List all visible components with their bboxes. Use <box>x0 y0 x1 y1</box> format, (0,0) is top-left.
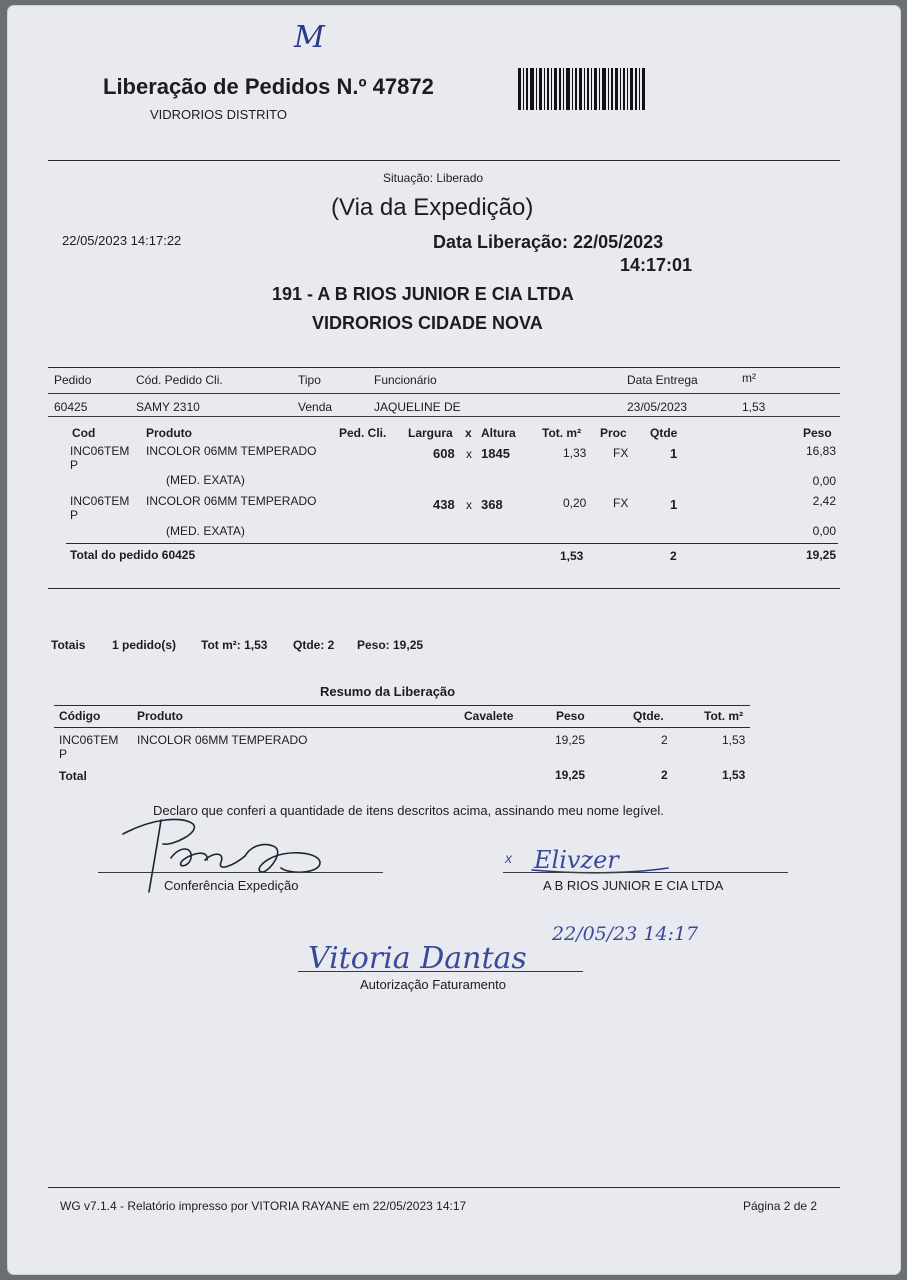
item-altura: 1845 <box>481 446 510 461</box>
order-total-label: Total do pedido 60425 <box>70 548 196 562</box>
totais-label: Totais <box>51 638 86 652</box>
item-col-tot-m2: Tot. m² <box>542 426 582 440</box>
item-x: x <box>466 498 472 512</box>
document-page <box>8 6 900 1274</box>
item-qtde: 1 <box>670 497 678 512</box>
item-col-ped-cli: Ped. Cli. <box>339 426 387 440</box>
header-divider <box>48 160 840 161</box>
order-funcionario: JAQUELINE DE <box>374 400 461 414</box>
client-sig-text: Elivzer <box>534 846 619 874</box>
order-header-divider <box>48 393 840 394</box>
item-sub-peso: 0,00 <box>812 474 836 488</box>
conferencia-label: Conferência Expedição <box>164 878 299 893</box>
via-label: (Via da Expedição) <box>331 194 534 221</box>
autorizacao-signature <box>298 928 558 983</box>
barcode <box>518 68 658 110</box>
resumo-qtde: 2 <box>661 733 668 747</box>
resumo-total-qtde: 2 <box>661 768 668 782</box>
item-col-largura: Largura <box>408 426 453 440</box>
item-cod: INC06TEM <box>70 494 130 508</box>
company-name: VIDRORIOS DISTRITO <box>150 107 287 122</box>
item-cod-cont: P <box>70 508 79 522</box>
item-x: x <box>466 447 472 461</box>
client-line <box>503 872 788 873</box>
client-name: 191 - A B RIOS JUNIOR E CIA LTDA <box>272 284 574 304</box>
item-col-qtde: Qtde <box>650 426 678 440</box>
handwritten-initial: M <box>294 20 325 55</box>
col-tipo: Tipo <box>298 373 321 387</box>
footer-page-number: Página 2 de 2 <box>743 1199 818 1213</box>
item-peso: 2,42 <box>812 494 836 508</box>
resumo-col-cavalete: Cavalete <box>464 709 514 723</box>
item-cod-cont: P <box>70 458 79 472</box>
declaration-text: Declaro que conferi a quantidade de itens descritos acima, assinando meu nome legível. <box>153 803 664 818</box>
item-tot-m2: 0,20 <box>563 496 587 510</box>
autorizacao-line <box>298 971 583 972</box>
resumo-tot-m2: 1,53 <box>722 733 746 747</box>
item-proc: FX <box>613 446 629 460</box>
order-data-entrega: 23/05/2023 <box>627 400 688 414</box>
resumo-header-divider <box>54 727 750 728</box>
resumo-total-label: Total <box>59 769 87 783</box>
order-total-m2: 1,53 <box>560 549 584 563</box>
resumo-col-tot-m2: Tot. m² <box>704 709 744 723</box>
item-col-produto: Produto <box>146 426 192 440</box>
handwritten-date <box>548 920 778 950</box>
order-total-divider <box>66 543 838 544</box>
order-tipo: Venda <box>298 400 333 414</box>
release-time: 14:17:01 <box>620 255 693 275</box>
auth-sig-text: Vitoria Dantas <box>308 941 527 976</box>
client-label: A B RIOS JUNIOR E CIA LTDA <box>543 878 724 893</box>
resumo-col-produto: Produto <box>137 709 183 723</box>
resumo-cod: INC06TEM <box>59 733 119 747</box>
item-col-x: x <box>465 426 472 440</box>
col-pedido: Pedido <box>54 373 92 387</box>
order-pedido: 60425 <box>54 400 88 414</box>
document-title: Liberação de Pedidos N.º 47872 <box>103 74 434 99</box>
order-m2: 1,53 <box>742 400 766 414</box>
col-data-entrega: Data Entrega <box>627 373 698 387</box>
item-largura: 438 <box>433 497 455 512</box>
item-col-peso: Peso <box>803 426 832 440</box>
client-store: VIDRORIOS CIDADE NOVA <box>312 313 543 333</box>
item-col-cod: Cod <box>72 426 96 440</box>
resumo-col-qtde: Qtde. <box>633 709 664 723</box>
order-total-qtde: 2 <box>670 549 677 563</box>
item-sub: (MED. EXATA) <box>166 473 245 487</box>
print-timestamp: 22/05/2023 14:17:22 <box>62 233 182 248</box>
item-produto: INCOLOR 06MM TEMPERADO <box>146 494 317 508</box>
item-peso: 16,83 <box>805 444 836 458</box>
resumo-col-codigo: Código <box>59 709 101 723</box>
order-row-divider <box>48 416 840 417</box>
totais-pedidos: 1 pedido(s) <box>112 638 177 652</box>
col-funcionario: Funcionário <box>374 373 437 387</box>
autorizacao-label: Autorização Faturamento <box>360 977 506 992</box>
client-signature <box>528 840 678 880</box>
handwritten-date-text: 22/05/23 14:17 <box>552 923 699 945</box>
item-produto: INCOLOR 06MM TEMPERADO <box>146 444 317 458</box>
order-cod-cli: SAMY 2310 <box>136 400 200 414</box>
item-col-proc: Proc <box>600 426 627 440</box>
item-sub-peso: 0,00 <box>812 524 836 538</box>
item-cod: INC06TEM <box>70 444 130 458</box>
release-date: Data Liberação: 22/05/2023 <box>433 232 664 252</box>
totais-qtde: Qtde: 2 <box>293 638 335 652</box>
totais-m2: Tot m²: 1,53 <box>201 638 268 652</box>
resumo-title: Resumo da Liberação <box>320 684 456 699</box>
col-m2: m² <box>742 371 756 385</box>
resumo-total-tot-m2: 1,53 <box>722 768 746 782</box>
order-table-top <box>48 367 840 368</box>
resumo-total-peso: 19,25 <box>555 768 586 782</box>
col-cod-pedido-cli: Cód. Pedido Cli. <box>136 373 223 387</box>
item-qtde: 1 <box>670 446 678 461</box>
resumo-col-peso: Peso <box>556 709 585 723</box>
item-sub: (MED. EXATA) <box>166 524 245 538</box>
status-label: Situação: Liberado <box>383 171 484 185</box>
footer-divider <box>48 1187 840 1188</box>
resumo-peso: 19,25 <box>555 733 586 747</box>
footer-print-info: WG v7.1.4 - Relatório impresso por VITORIA RAYANE em 22/05/2023 14:17 <box>60 1199 467 1213</box>
totais-peso: Peso: 19,25 <box>357 638 424 652</box>
conferencia-line <box>98 872 383 873</box>
order-total-peso: 19,25 <box>805 548 836 562</box>
x-mark: x <box>505 850 512 866</box>
item-altura: 368 <box>481 497 503 512</box>
order-table-bottom <box>48 588 840 589</box>
item-col-altura: Altura <box>481 426 516 440</box>
resumo-cod-cont: P <box>59 747 68 761</box>
resumo-top <box>54 705 750 706</box>
item-proc: FX <box>613 496 629 510</box>
item-tot-m2: 1,33 <box>563 446 587 460</box>
resumo-produto: INCOLOR 06MM TEMPERADO <box>137 733 308 747</box>
item-largura: 608 <box>433 446 455 461</box>
